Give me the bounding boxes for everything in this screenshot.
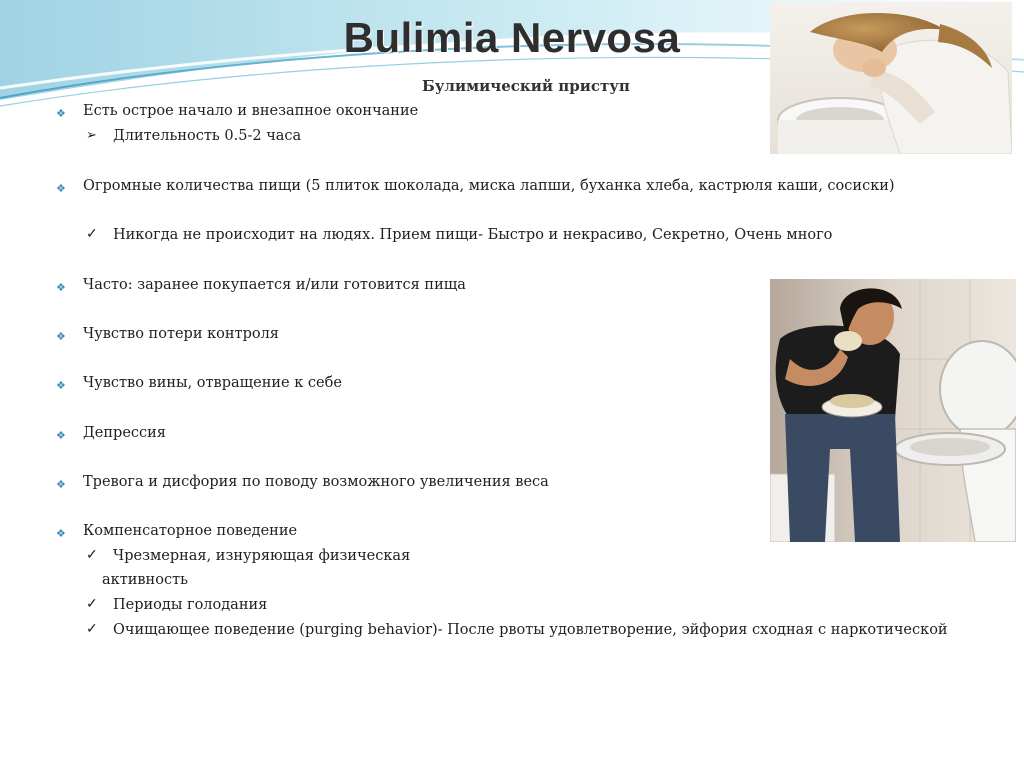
check-icon: ✓ — [86, 226, 98, 242]
bullet-depression: Депрессия — [83, 425, 166, 441]
slide-subtitle: Булимический приступ — [422, 77, 630, 95]
check-icon: ✓ — [86, 596, 98, 612]
bullet-food-bought-ahead: Часто: заранее покупается и/или готовится пища — [83, 277, 466, 293]
check-icon: ✓ — [86, 547, 98, 563]
bullet-diamond-icon: ❖ — [56, 330, 66, 343]
photo-woman-at-toilet — [770, 2, 1012, 154]
bullet-onset: Есть острое начало и внезапное окончание — [83, 103, 419, 119]
check-icon: ✓ — [86, 621, 98, 637]
bullet-diamond-icon: ❖ — [56, 429, 66, 442]
sub-bullet-exercise-continued: активность — [102, 572, 188, 588]
sub-bullet-duration: Длительность 0.5-2 часа — [113, 128, 302, 144]
bullet-food-amounts: Огромные количества пищи (5 плиток шоколада, миска лапши, буханка хлеба, кастрюля каши, сосиски) — [83, 178, 895, 194]
bullet-diamond-icon: ❖ — [56, 182, 66, 195]
sub-bullet-exercise: Чрезмерная, изнуряющая физическая — [113, 548, 411, 564]
sub-bullet-purging: Очищающее поведение (purging behavior)- После рвоты удовлетворение, эйфория сходная с наркотической — [113, 622, 948, 638]
bullet-compensatory-behavior: Компенсаторное поведение — [83, 523, 298, 539]
bullet-diamond-icon: ❖ — [56, 107, 66, 120]
bullet-diamond-icon: ❖ — [56, 478, 66, 491]
bullet-diamond-icon: ❖ — [56, 527, 66, 540]
slide-title: Bulimia Nervosa — [343, 14, 681, 61]
sub-bullet-fasting: Периоды голодания — [113, 597, 268, 613]
bullet-guilt: Чувство вины, отвращение к себе — [83, 375, 342, 391]
sub-bullet-never-in-public: Никогда не происходит на людях. Прием пищи- Быстро и некрасиво, Секретно, Очень много — [113, 227, 833, 243]
bullet-diamond-icon: ❖ — [56, 379, 66, 392]
bullet-arrow-icon: ➢ — [86, 128, 97, 143]
bullet-diamond-icon: ❖ — [56, 281, 66, 294]
bullet-loss-of-control: Чувство потери контроля — [83, 326, 279, 342]
bullet-anxiety-weight: Тревога и дисфория по поводу возможного увеличения веса — [83, 474, 549, 490]
photo-woman-eating-near-toilet — [770, 279, 1016, 542]
